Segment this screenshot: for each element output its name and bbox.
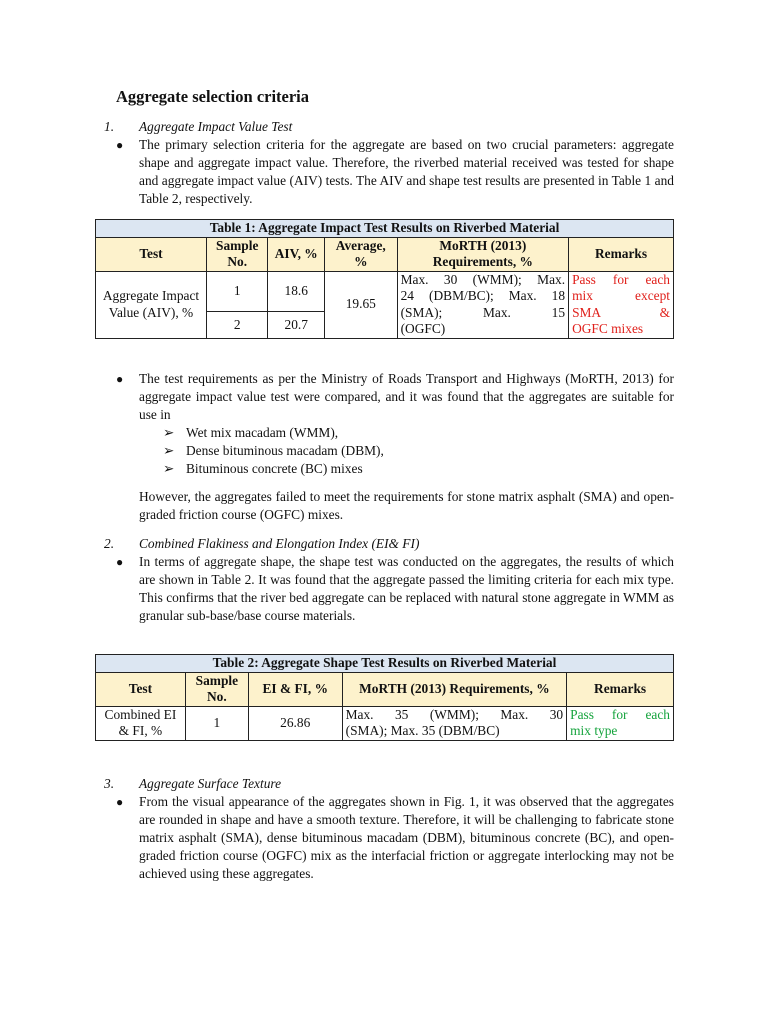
remarks-line: OGFC mixes (572, 321, 644, 336)
item-title: Combined Flakiness and Elongation Index (EI& FI) (139, 536, 420, 551)
requirements-line: Max. 30 (WMM); Max. (400, 271, 566, 287)
requirements-cell (397, 271, 568, 338)
bullet-icon: ● (116, 555, 124, 569)
sub-item (163, 442, 384, 460)
requirements-line: (SMA); Max. 35 (DBM/BC) (345, 723, 500, 738)
remarks-line: mix except (572, 288, 670, 303)
sub-item (163, 460, 363, 478)
arrow-bullet-icon: ➢ (163, 443, 175, 458)
item-1-heading (104, 118, 292, 136)
item-2-heading (104, 535, 419, 553)
bullet-4 (116, 793, 674, 883)
bullet-icon: ● (116, 372, 124, 386)
bullet-text: In terms of aggregate shape, the shape test was conducted on the aggregates, the results of which are shown in Table 2. It was found that the aggregate passed the limiting criteria for each mix type. This confirms that the river bed aggregate can be replaced with natural stone aggregate in WMM as granular sub-base/base course materials. (139, 554, 674, 623)
sample-cell: 1 (206, 271, 268, 312)
table-2 (95, 654, 674, 741)
requirements-line: (OGFC) (400, 321, 446, 336)
requirements-line: 24 (DBM/BC); Max. 18 (400, 288, 566, 303)
value-cell: 20.7 (268, 312, 324, 338)
column-header: AIV, % (268, 237, 324, 271)
sample-cell: 1 (185, 706, 248, 740)
column-header: Average, % (324, 237, 397, 271)
column-header: MoRTH (2013) Requirements, % (397, 237, 568, 271)
bullet-1 (116, 136, 674, 208)
remarks-cell (567, 706, 674, 740)
column-header: Test (96, 672, 186, 706)
bullet-3 (116, 553, 674, 625)
requirements-cell (342, 706, 567, 740)
item-number: 2. (104, 536, 115, 551)
column-header: Sample No. (206, 237, 268, 271)
item-number: 1. (104, 119, 115, 134)
requirements-line: Max. 35 (WMM); Max. 30 (345, 706, 564, 722)
sample-cell: 2 (206, 312, 268, 338)
table-caption: Table 2: Aggregate Shape Test Results on Riverbed Material (96, 655, 674, 673)
remarks-line: Pass for each (570, 706, 670, 722)
remarks-line: mix type (570, 723, 618, 738)
section-title: Aggregate selection criteria (116, 87, 310, 106)
test-cell: Combined EI & FI, % (96, 706, 186, 740)
bullet-icon: ● (116, 138, 124, 152)
sub-item-text: Wet mix macadam (WMM), (186, 425, 339, 440)
sub-item (163, 424, 338, 442)
bullet-icon: ● (116, 795, 124, 809)
column-header: Remarks (567, 672, 674, 706)
remarks-cell (569, 271, 674, 338)
column-header: Sample No. (185, 672, 248, 706)
item-3-heading (104, 775, 281, 793)
test-cell: Aggregate Impact Value (AIV), % (96, 271, 207, 338)
bullet-text: The primary selection criteria for the aggregate are based on two crucial parameters: aggregate shape and aggregate impact value. Therefore, the riverbed material received was tested for shape and aggregate impact value (AIV) tests. The AIV and shape test results are presented in Table 1 and Table 2, respectively. (139, 137, 674, 206)
item-number: 3. (104, 776, 115, 791)
item-title: Aggregate Impact Value Test (139, 119, 293, 134)
remarks-line: Pass for each (572, 271, 670, 287)
table-1 (95, 219, 674, 339)
sub-item-text: Dense bituminous macadam (DBM), (186, 443, 384, 458)
paragraph: However, the aggregates failed to meet the requirements for stone matrix asphalt (SMA) and open-graded friction course (OGFC) mixes. (139, 489, 674, 522)
value-cell: 26.86 (248, 706, 342, 740)
arrow-bullet-icon: ➢ (163, 461, 175, 476)
column-header: MoRTH (2013) Requirements, % (342, 672, 567, 706)
value-cell: 18.6 (268, 271, 324, 312)
bullet-text: The test requirements as per the Ministry of Roads Transport and Highways (MoRTH, 2013) for aggregate impact value test were compared, and it was found that the aggregates are suitable for use in (139, 371, 674, 422)
column-header: EI & FI, % (248, 672, 342, 706)
column-header: Remarks (569, 237, 674, 271)
table-caption: Table 1: Aggregate Impact Test Results on Riverbed Material (96, 220, 674, 238)
bullet-2 (116, 370, 674, 424)
sub-item-text: Bituminous concrete (BC) mixes (186, 461, 363, 476)
remarks-line: SMA & (572, 304, 670, 320)
arrow-bullet-icon: ➢ (163, 425, 175, 440)
bullet-text: From the visual appearance of the aggregates shown in Fig. 1, it was observed that the aggregates are rounded in shape and have a smooth texture. Therefore, it will be challenging to fabricate stone matrix asphalt (SMA), dense bituminous macadam (DBM), bituminous concrete (BC), and open-graded friction course (OGFC) mix as the interfacial friction or aggregate interlocking may not be achieved using these aggregates. (139, 794, 674, 881)
item-title: Aggregate Surface Texture (139, 776, 282, 791)
average-cell: 19.65 (324, 271, 397, 338)
column-header: Test (96, 237, 207, 271)
requirements-line: (SMA); Max. 15 (400, 304, 566, 320)
